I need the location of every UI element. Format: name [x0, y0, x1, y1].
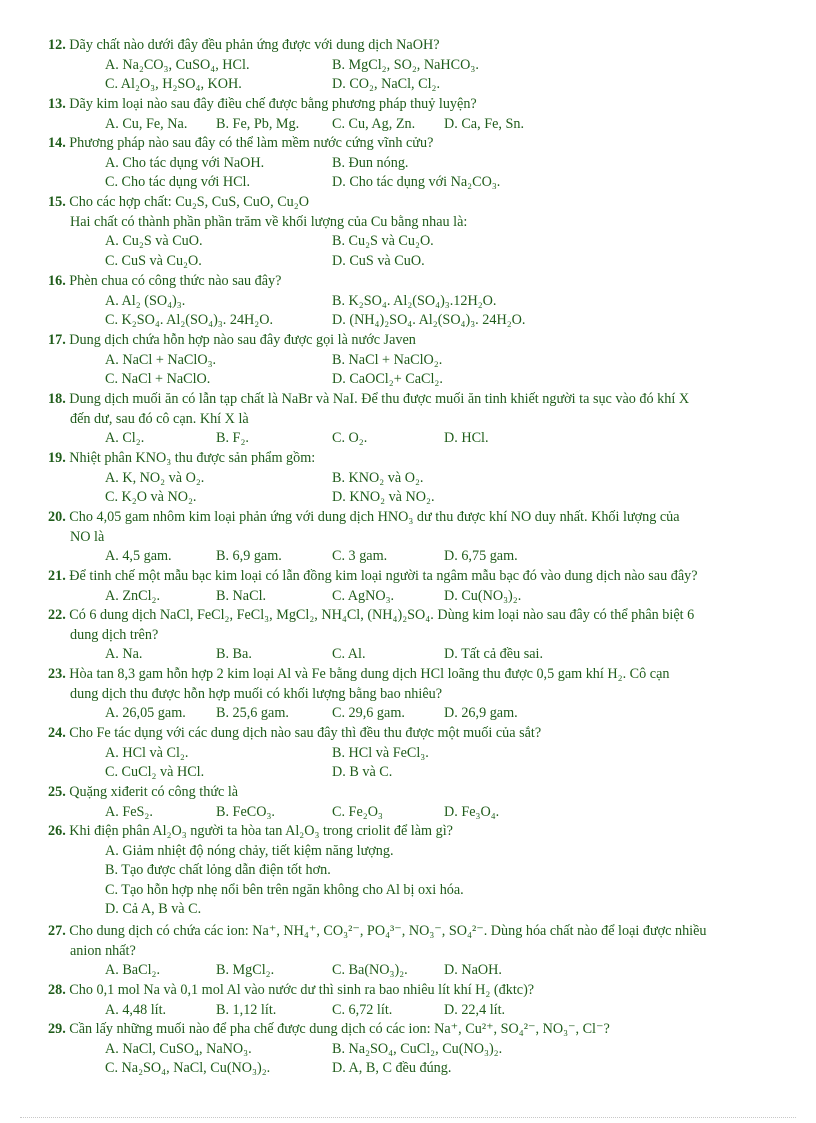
- option-b: B. MgCl₂.: [216, 962, 275, 978]
- options-row: [48, 56, 780, 76]
- option-d: D. HCl.: [444, 430, 489, 446]
- question-15: [48, 193, 780, 271]
- option-c: C. Na₂SO₄, NaCl, Cu(NO₃)₂.: [105, 1060, 271, 1076]
- options-row: [48, 1001, 780, 1021]
- option-c: C. Cu, Ag, Zn.: [332, 115, 416, 132]
- option-a: A. Al₂ (SO₄)₃.: [105, 292, 186, 309]
- question-stem: 13. Dãy kim loại nào sau đây điều chế được bằng phương pháp thuỷ luyện?: [48, 96, 477, 112]
- question-stem-continued: NO là: [70, 528, 105, 545]
- options-row: [48, 232, 780, 252]
- question-26: [48, 822, 780, 920]
- option-b: B. Cu₂S và Cu₂O.: [332, 233, 434, 249]
- option-d: D. CuS và CuO.: [332, 252, 425, 269]
- option-b: B. Tạo được chất lỏng dẫn điện tốt hơn.: [105, 862, 331, 878]
- options-row: [48, 469, 780, 489]
- option-c: C. Ba(NO₃)₂.: [332, 962, 408, 978]
- option-b: B. Fe, Pb, Mg.: [216, 115, 300, 132]
- question-stem: 29. Cần lấy những muối nào để pha chế được dung dịch có các ion: Na⁺, Cu²⁺, SO₄²⁻, NO₃⁻, Cl⁻?: [48, 1021, 610, 1037]
- option-d: D. Ca, Fe, Sn.: [444, 115, 525, 132]
- question-17: [48, 331, 780, 390]
- option-d: D. Fe₃O₄.: [444, 803, 500, 820]
- option-a: A. 4,5 gam.: [105, 548, 172, 564]
- option-b: B. F₂.: [216, 430, 249, 446]
- option-b: B. NaCl.: [216, 587, 267, 604]
- option-c: C. 29,6 gam.: [332, 705, 405, 721]
- option-b: B. K₂SO₄. Al₂(SO₄)₃.12H₂O.: [332, 292, 497, 309]
- option-c: C. NaCl + NaClO.: [105, 371, 211, 387]
- question-24: [48, 724, 780, 783]
- option-c: C. K₂O và NO₂.: [105, 489, 197, 505]
- question-stem-line-2: Hai chất có thành phần phần trăm về khối lượng của Cu bằng nhau là:: [70, 213, 468, 230]
- options-row: [48, 115, 780, 135]
- question-stem: 14. Phương pháp nào sau đây có thể làm mềm nước cứng vĩnh cửu?: [48, 135, 434, 151]
- options-row: [48, 744, 780, 764]
- option-a: A. NaCl + NaClO₃.: [105, 351, 217, 368]
- question-stem: 26. Khi điện phân Al₂O₃ người ta hòa tan Al₂O₃ trong criolit để làm gì?: [48, 823, 453, 839]
- question-stem-continued: đến dư, sau đó cô cạn. Khí X là: [70, 410, 249, 427]
- question-14: [48, 134, 780, 193]
- question-stem: 15. Cho các hợp chất: Cu₂S, CuS, CuO, Cu₂O: [48, 194, 309, 210]
- option-b: B. HCl và FeCl₃.: [332, 744, 429, 761]
- option-d: D. 22,4 lít.: [444, 1001, 506, 1018]
- option-c: C. K₂SO₄. Al₂(SO₄)₃. 24H₂O.: [105, 312, 274, 328]
- option-c: C. 6,72 lít.: [332, 1001, 393, 1018]
- option-c: C. CuCl₂ và HCl.: [105, 764, 205, 780]
- option-a: A. Cl₂.: [105, 430, 145, 446]
- question-stem: 25. Quặng xiđerit có công thức là: [48, 784, 239, 800]
- page-bottom-divider: [20, 1117, 796, 1118]
- option-c: C. Al.: [332, 646, 366, 662]
- option-d: D. 6,75 gam.: [444, 548, 518, 564]
- option-c: C. CuS và Cu₂O.: [105, 252, 202, 269]
- options-row: [48, 704, 780, 724]
- option-b: B. 6,9 gam.: [216, 548, 282, 564]
- question-19: [48, 449, 780, 508]
- options-row: [48, 547, 780, 567]
- options-row: [48, 881, 780, 901]
- option-a: A. BaCl₂.: [105, 962, 160, 978]
- options-row: [48, 292, 780, 312]
- question-20: [48, 508, 780, 567]
- option-b: B. NaCl + NaClO₂.: [332, 351, 443, 368]
- question-23: [48, 665, 780, 724]
- options-row: [48, 1059, 780, 1079]
- options-row: [48, 900, 780, 920]
- option-b: B. Ba.: [216, 646, 252, 662]
- option-a: A. Na.: [105, 646, 143, 662]
- question-27: [48, 922, 780, 981]
- option-a: A. Cu₂S và CuO.: [105, 233, 203, 249]
- question-stem: 19. Nhiệt phân KNO₃ thu được sản phẩm gồm:: [48, 450, 316, 466]
- options-row: [48, 1040, 780, 1060]
- question-21: [48, 567, 780, 606]
- question-stem: 23. Hòa tan 8,3 gam hỗn hợp 2 kim loại Al và Fe bằng dung dịch HCl loãng thu được 0,5 gam khí H₂. Cô cạn: [48, 666, 670, 682]
- option-b: B. Đun nóng.: [332, 154, 409, 171]
- question-12: [48, 36, 780, 95]
- question-stem: 20. Cho 4,05 gam nhôm kim loại phản ứng với dung dịch HNO₃ dư thu được khí NO duy nhất. Khối lượng của: [48, 509, 680, 525]
- option-b: B. FeCO₃.: [216, 803, 275, 820]
- option-d: D. Cu(NO₃)₂.: [444, 587, 522, 604]
- question-29: [48, 1020, 780, 1079]
- option-b: B. KNO₂ và O₂.: [332, 469, 424, 486]
- question-stem: 16. Phèn chua có công thức nào sau đây?: [48, 273, 282, 289]
- options-row: [48, 252, 780, 272]
- option-d: D. Cả A, B và C.: [105, 901, 202, 917]
- option-c: C. Cho tác dụng với HCl.: [105, 174, 251, 190]
- option-d: D. B và C.: [332, 764, 393, 780]
- question-22: [48, 606, 780, 665]
- option-d: D. (NH₄)₂SO₄. Al₂(SO₄)₃. 24H₂O.: [332, 312, 526, 328]
- question-stem: 22. Có 6 dung dịch NaCl, FeCl₂, FeCl₃, MgCl₂, NH₄Cl, (NH₄)₂SO₄. Dùng kim loại nào sau đây có thể phân biệt 6: [48, 607, 695, 623]
- option-a: A. K, NO₂ và O₂.: [105, 469, 205, 486]
- question-stem: 24. Cho Fe tác dụng với các dung dịch nào sau đây thì đều thu được một muối của sắt?: [48, 725, 542, 741]
- options-row: [48, 154, 780, 174]
- question-18: [48, 390, 780, 449]
- option-a: A. 26,05 gam.: [105, 705, 186, 721]
- option-c: C. 3 gam.: [332, 548, 388, 564]
- option-a: A. NaCl, CuSO₄, NaNO₃.: [105, 1040, 252, 1057]
- options-row: [48, 311, 780, 331]
- option-a: A. Na₂CO₃, CuSO₄, HCl.: [105, 56, 250, 73]
- option-c: C. Tạo hỗn hợp nhẹ nổi bên trên ngăn không cho Al bị oxi hóa.: [105, 881, 464, 898]
- question-stem-continued: dung dịch thu được hỗn hợp muối có khối lượng bằng bao nhiêu?: [70, 685, 443, 702]
- option-b: B. Na₂SO₄, CuCl₂, Cu(NO₃)₂.: [332, 1040, 503, 1057]
- question-16: [48, 272, 780, 331]
- options-row: [48, 645, 780, 665]
- question-28: [48, 981, 780, 1020]
- question-stem-continued: dung dịch trên?: [70, 626, 159, 643]
- option-d: D. Cho tác dụng với Na₂CO₃.: [332, 174, 501, 190]
- option-d: D. 26,9 gam.: [444, 705, 518, 721]
- option-a: A. ZnCl₂.: [105, 587, 160, 604]
- options-row: [48, 488, 780, 508]
- options-row: [48, 763, 780, 783]
- option-c: C. Al₂O₃, H₂SO₄, KOH.: [105, 76, 242, 92]
- option-b: B. 25,6 gam.: [216, 705, 289, 721]
- option-d: D. CO₂, NaCl, Cl₂.: [332, 76, 441, 92]
- option-a: A. Cu, Fe, Na.: [105, 115, 188, 132]
- options-row: [48, 587, 780, 607]
- options-row: [48, 429, 780, 449]
- question-stem: 18. Dung dịch muối ăn có lẫn tạp chất là NaBr và NaI. Để thu được muối ăn tinh khiết người ta sục vào đó khí X: [48, 391, 690, 407]
- options-row: [48, 173, 780, 193]
- question-13: [48, 95, 780, 134]
- question-stem: 12. Dãy chất nào dưới đây đều phản ứng được với dung dịch NaOH?: [48, 37, 440, 53]
- question-stem: 21. Để tinh chế một mẫu bạc kim loại có lẫn đồng kim loại người ta ngâm mẫu bạc đó vào dung dịch nào sau đây?: [48, 568, 698, 584]
- option-a: A. 4,48 lít.: [105, 1001, 167, 1018]
- option-a: A. Cho tác dụng với NaOH.: [105, 154, 265, 171]
- option-c: C. Fe₂O₃: [332, 803, 383, 820]
- option-d: D. NaOH.: [444, 962, 502, 978]
- options-row: [48, 861, 780, 881]
- options-row: [48, 75, 780, 95]
- option-d: D. A, B, C đều đúng.: [332, 1060, 452, 1076]
- option-a: A. Giảm nhiệt độ nóng chảy, tiết kiệm năng lượng.: [105, 842, 394, 859]
- option-d: D. KNO₂ và NO₂.: [332, 489, 435, 505]
- option-b: B. MgCl₂, SO₂, NaHCO₃.: [332, 56, 479, 73]
- options-row: [48, 351, 780, 371]
- option-c: C. O₂.: [332, 430, 368, 446]
- option-d: D. Tất cả đều sai.: [444, 646, 544, 662]
- option-a: A. FeS₂.: [105, 803, 153, 820]
- question-stem: 27. Cho dung dịch có chứa các ion: Na⁺, NH₄⁺, CO₃²⁻, PO₄³⁻, NO₃⁻, SO₄²⁻. Dùng hóa chất nào để loại được nhiều: [48, 923, 707, 939]
- option-b: B. 1,12 lít.: [216, 1001, 277, 1018]
- option-d: D. CaOCl₂+ CaCl₂.: [332, 371, 443, 387]
- question-stem: 17. Dung dịch chứa hỗn hợp nào sau đây được gọi là nước Javen: [48, 332, 416, 348]
- question-25: [48, 783, 780, 822]
- question-stem-continued: anion nhất?: [70, 942, 136, 959]
- option-a: A. HCl và Cl₂.: [105, 744, 189, 761]
- option-c: C. AgNO₃.: [332, 587, 395, 604]
- options-row: [48, 803, 780, 823]
- options-row: [48, 370, 780, 390]
- question-stem: 28. Cho 0,1 mol Na và 0,1 mol Al vào nước dư thì sinh ra bao nhiêu lít khí H₂ (đktc)?: [48, 982, 535, 998]
- options-row: [48, 961, 780, 981]
- options-row: [48, 842, 780, 862]
